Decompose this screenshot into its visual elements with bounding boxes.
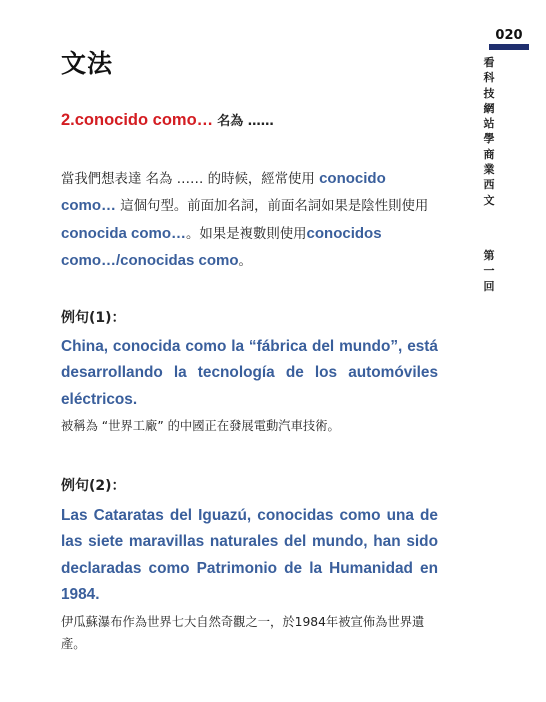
intro-text-4: 。 [238, 253, 252, 269]
example-2-label: 例句(2)： [61, 478, 126, 494]
grammar-heading [61, 110, 274, 130]
side-title-char: 商 [483, 147, 495, 161]
page-title: 文法 [61, 49, 114, 78]
example-1-label: 例句(1)： [61, 310, 126, 326]
side-title-char: 業 [483, 163, 495, 177]
side-title-char: 站 [483, 117, 495, 131]
grammar-meaning: 名為 …… [217, 114, 274, 129]
side-title-char: 科 [483, 71, 495, 85]
intro-text-1: 當我們想表達 名為 …… 的時候，經常使用 [61, 172, 315, 187]
intro-text-2: 這個句型。前面加名詞，前面名詞如果是陰性則使用 [120, 199, 429, 215]
side-title-char: 網 [483, 101, 495, 115]
side-title-char: 學 [483, 132, 495, 146]
side-chapter-char: 一 [483, 264, 495, 278]
intro-paragraph [61, 166, 439, 275]
example-1-chinese: 被稱為 “世界工廠” 的中國正在發展電動汽車技術。 [61, 419, 340, 433]
side-chapter-char: 第 [483, 249, 495, 262]
side-title [479, 55, 499, 208]
example-1-spanish: China, conocida como la “fábrica del mundo”, está desarrollando la tecnología de los automóviles eléctricos. [61, 338, 438, 408]
example-2-chinese: 伊瓜蘇瀑布作為世界七大自然奇觀之一，於1984年被宣佈為世界遺產。 [61, 615, 425, 651]
side-title-char: 技 [483, 86, 495, 100]
grammar-phrase: 2.conocido como… [61, 111, 214, 129]
keyword-plural: conocidos como…/conocidas como [61, 224, 382, 269]
side-chapter [479, 248, 499, 294]
side-title-char: 看 [483, 56, 495, 69]
example-2-spanish: Las Cataratas del Iguazú, conocidas como una de las siete maravillas naturales del mundo, han sido declaradas como Patrimonio de la Humanidad en 1984. [61, 507, 438, 603]
page-number-bar [489, 44, 529, 50]
side-chapter-char: 回 [483, 279, 495, 293]
keyword-conocida-visible: conocida como… [61, 224, 187, 242]
intro-text-3: 。如果是複數則使用 [186, 226, 307, 242]
page-number: 020 [495, 28, 523, 43]
keyword-conocido: conocido como… [61, 170, 386, 215]
side-title-char: 文 [483, 193, 495, 207]
side-title-char: 西 [483, 178, 495, 192]
